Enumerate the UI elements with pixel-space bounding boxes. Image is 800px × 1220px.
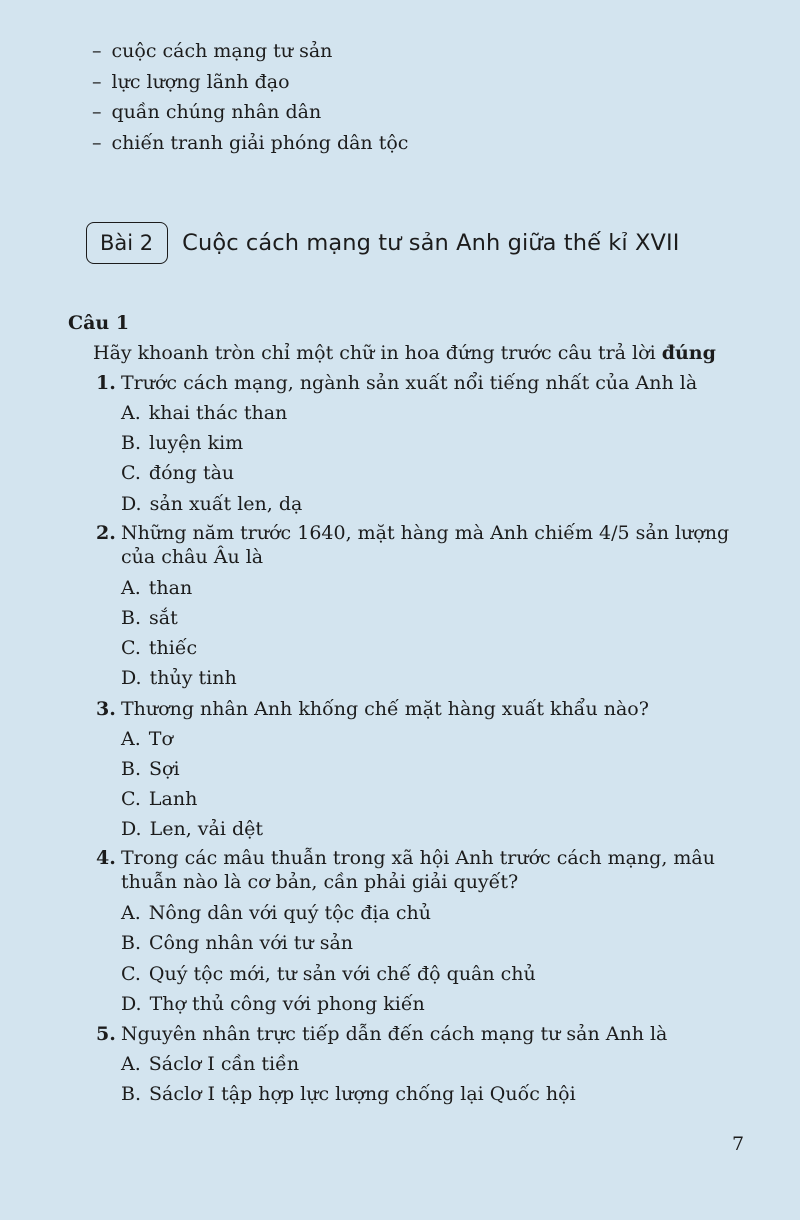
option-letter[interactable]: B. [121, 606, 142, 629]
option-letter[interactable]: D. [121, 492, 142, 515]
question-text [96, 521, 748, 575]
question-number: 4. [96, 847, 116, 870]
question-stem: Những năm trước 1640, mặt hàng mà Anh chiếm 4/5 sản lượng của châu Âu là [121, 521, 730, 568]
option-text: thủy tinh [149, 667, 237, 690]
option-letter[interactable]: B. [121, 1083, 142, 1106]
question-number: 1. [96, 372, 116, 394]
answer-option[interactable] [121, 1081, 748, 1111]
question-number: 5. [96, 1023, 116, 1045]
option-letter[interactable]: B. [121, 757, 142, 780]
lesson-header [86, 222, 680, 264]
answer-term-list [92, 38, 408, 160]
answer-option[interactable] [121, 430, 748, 460]
question-text [96, 696, 748, 726]
option-letter[interactable]: D. [121, 992, 142, 1015]
page-number: 7 [732, 1133, 745, 1155]
option-text: đóng tàu [148, 462, 235, 485]
answer-option[interactable] [121, 726, 748, 756]
list-item [92, 69, 408, 100]
option-letter[interactable]: A. [121, 402, 141, 424]
answer-option[interactable] [121, 605, 748, 635]
list-dash: – [92, 70, 102, 93]
option-text: Sáclơ I tập hợp lực lượng chống lại Quốc hội [149, 1083, 576, 1106]
question-section [68, 310, 748, 1111]
list-item-text: chiến tranh giải phóng dân tộc [111, 131, 409, 154]
option-letter[interactable]: A. [121, 576, 141, 599]
question-stem: Thương nhân Anh khống chế mặt hàng xuất khẩu nào? [121, 697, 649, 720]
option-text: Sáclơ I cần tiền [148, 1053, 300, 1075]
answer-option[interactable] [121, 665, 748, 695]
question-number: 2. [96, 521, 116, 544]
option-text: Lanh [148, 787, 198, 810]
option-letter[interactable]: C. [121, 787, 141, 810]
option-letter[interactable]: A. [121, 727, 141, 750]
lesson-title: Cuộc cách mạng tư sản Anh giữa thế kỉ XVII [182, 230, 680, 256]
option-letter[interactable]: C. [121, 637, 141, 660]
option-text: Thợ thủ công với phong kiến [149, 992, 425, 1015]
question-number: 3. [96, 697, 116, 720]
option-text: thiếc [148, 637, 198, 660]
option-text: Quý tộc mới, tư sản với chế độ quân chủ [148, 962, 536, 985]
list-item [92, 38, 408, 69]
option-text: Tơ [148, 727, 173, 750]
option-text: Công nhân với tư sản [149, 932, 354, 955]
option-letter[interactable]: A. [121, 902, 141, 925]
answer-option[interactable] [121, 1051, 748, 1081]
option-letter[interactable]: B. [121, 932, 142, 955]
option-letter[interactable]: D. [121, 818, 142, 841]
answer-option[interactable] [121, 961, 748, 991]
list-item-text: lực lượng lãnh đạo [111, 70, 290, 93]
lesson-label: Bài 2 [86, 222, 168, 264]
option-letter[interactable]: C. [121, 962, 141, 985]
question-stem: Trước cách mạng, ngành sản xuất nổi tiếng nhất của Anh là [121, 372, 698, 394]
question-stem: Trong các mâu thuẫn trong xã hội Anh trước cách mạng, mâu thuẫn nào là cơ bản, cần phải giải quyết? [121, 847, 716, 894]
list-dash: – [92, 40, 102, 62]
question-text [96, 370, 748, 400]
option-letter[interactable]: A. [121, 1053, 141, 1075]
answer-option[interactable] [121, 900, 748, 930]
list-item [92, 99, 408, 130]
option-text: Len, vải dệt [149, 818, 264, 841]
question [96, 521, 748, 696]
answer-option[interactable] [121, 991, 748, 1021]
answer-option[interactable] [121, 816, 748, 846]
list-item-text: quần chúng nhân dân [111, 101, 322, 123]
answer-option[interactable] [121, 460, 748, 490]
question [96, 846, 748, 1021]
section-heading: Câu 1 [68, 312, 130, 334]
answer-option[interactable] [121, 930, 748, 960]
option-text: khai thác than [148, 402, 288, 424]
answer-option[interactable] [121, 491, 748, 521]
list-dash: – [92, 101, 102, 123]
instruction-emphasis: đúng [661, 342, 716, 364]
instruction [93, 340, 748, 370]
answer-option[interactable] [121, 635, 748, 665]
option-letter[interactable]: C. [121, 462, 141, 485]
list-item-text: cuộc cách mạng tư sản [111, 40, 333, 62]
question-text [96, 846, 748, 900]
question-stem: Nguyên nhân trực tiếp dẫn đến cách mạng tư sản Anh là [121, 1023, 668, 1045]
option-letter[interactable]: D. [121, 667, 142, 690]
question [96, 370, 748, 521]
option-text: sắt [149, 606, 178, 629]
list-item [92, 130, 408, 161]
instruction-text: Hãy khoanh tròn chỉ một chữ in hoa đứng trước câu trả lời [93, 342, 656, 364]
option-letter[interactable]: B. [121, 432, 142, 455]
option-text: sản xuất len, dạ [149, 492, 303, 515]
option-text: luyện kim [149, 432, 244, 455]
question [96, 696, 748, 847]
answer-option[interactable] [121, 786, 748, 816]
question [96, 1021, 748, 1111]
option-text: than [148, 576, 193, 599]
answer-option[interactable] [121, 400, 748, 430]
list-dash: – [92, 131, 102, 154]
option-text: Sợi [149, 757, 180, 780]
answer-option[interactable] [121, 756, 748, 786]
answer-option[interactable] [121, 575, 748, 605]
option-text: Nông dân với quý tộc địa chủ [148, 902, 431, 925]
question-text [96, 1021, 748, 1051]
